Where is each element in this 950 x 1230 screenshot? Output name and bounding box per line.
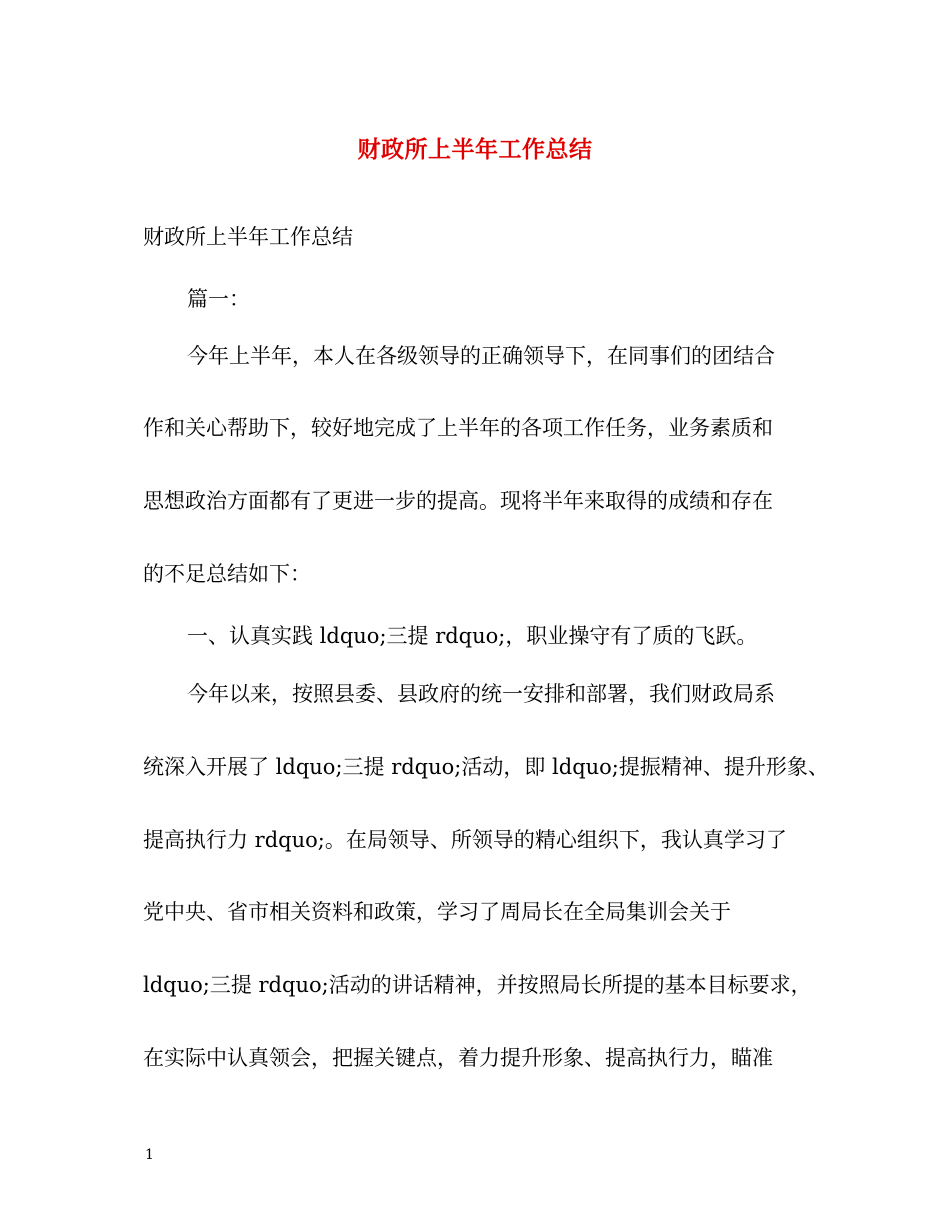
text-line: 提高执行力 rdquo;。在局领导、所领导的精心组织下，我认真学习了 (143, 828, 787, 852)
page-number: 1 (145, 1147, 154, 1163)
text-line: 一、认真实践 ldquo;三提 rdquo;，职业操守有了质的飞跃。 (187, 624, 758, 648)
text-line: 今年上半年，本人在各级领导的正确领导下，在同事们的团结合 (187, 344, 775, 368)
text-line: 党中央、省市相关资料和政策，学习了周局长在全局集训会关于 (143, 900, 731, 924)
text-line: 作和关心帮助下，较好地完成了上半年的各项工作任务，业务素质和 (143, 416, 773, 440)
text-line: 统深入开展了 ldquo;三提 rdquo;活动，即 ldquo;提振精神、提升形象、 (143, 755, 829, 779)
text-line: ldquo;三提 rdquo;活动的讲话精神，并按照局长所提的基本目标要求， (143, 973, 812, 997)
text-line: 财政所上半年工作总结 (143, 225, 353, 249)
text-line: 在实际中认真领会，把握关键点，着力提升形象、提高执行力，瞄准 (143, 1046, 773, 1070)
page-title: 财政所上半年工作总结 (357, 136, 593, 163)
text-line: 思想政治方面都有了更进一步的提高。现将半年来取得的成绩和存在 (143, 489, 773, 513)
text-line: 篇一： (187, 287, 250, 311)
text-line: 的不足总结如下： (143, 562, 311, 586)
text-line: 今年以来，按照县委、县政府的统一安排和部署，我们财政局系 (187, 682, 775, 706)
